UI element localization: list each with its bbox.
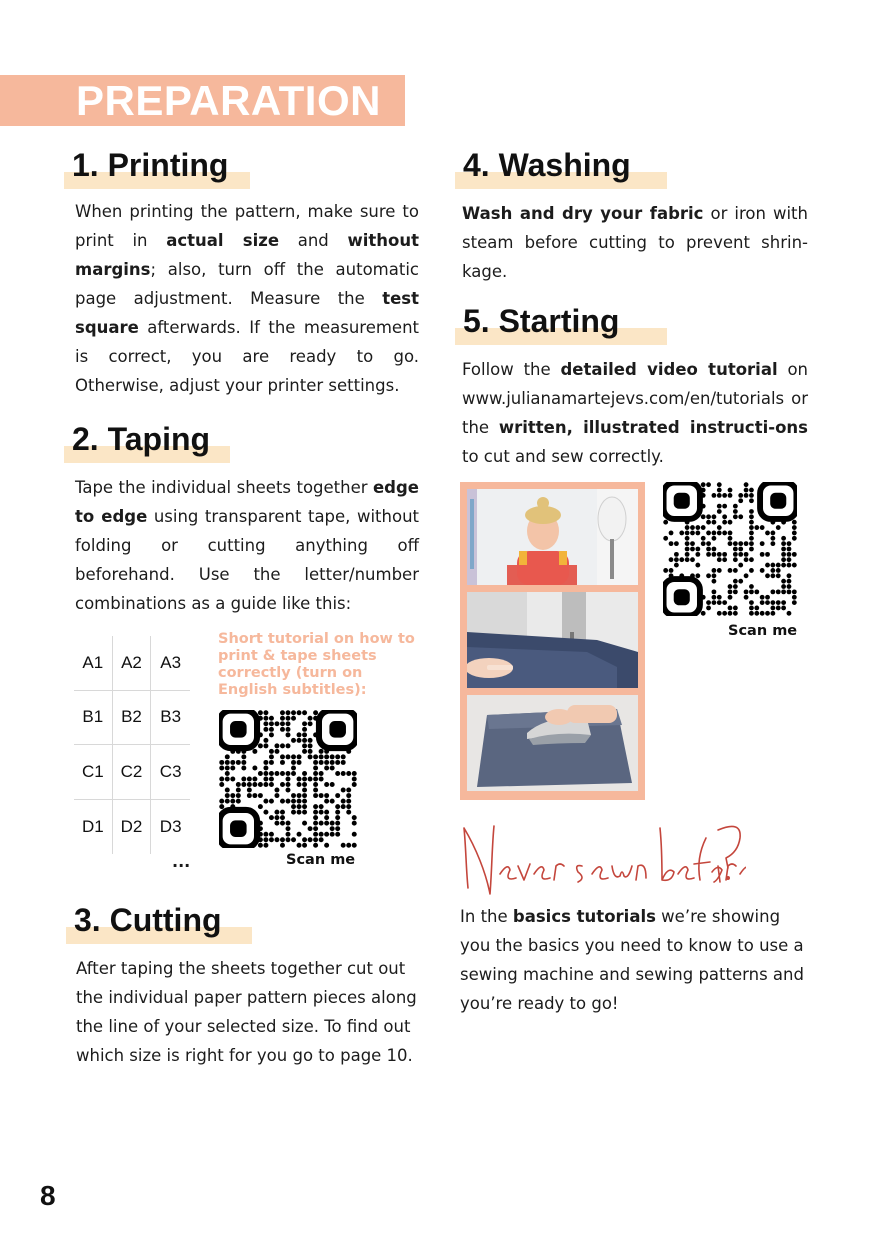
- printing-bold-actual-size: actual size: [166, 231, 280, 250]
- grid-ellipsis: ...: [172, 852, 191, 871]
- grid-cell: C3: [151, 745, 190, 800]
- grid-cell: A1: [74, 636, 113, 691]
- preparation-banner: [0, 75, 405, 126]
- grid-cell: D2: [113, 800, 152, 855]
- tutorial-photos: [460, 482, 645, 800]
- qr-caption-starting: Scan me: [728, 623, 798, 639]
- grid-cell: B1: [74, 691, 113, 746]
- printing-text-3: ; also, turn off the automatic page adjustment. Measure the: [75, 260, 419, 308]
- grid-cell: D1: [74, 800, 113, 855]
- grid-cell: A2: [113, 636, 152, 691]
- washing-paragraph: [462, 199, 808, 286]
- heading-taping-text: 2. Taping: [72, 421, 211, 457]
- printing-text-1: When printing the pattern, make sure to print in: [75, 202, 419, 250]
- photo-ironing: [467, 695, 638, 791]
- printing-paragraph: [75, 197, 419, 400]
- basics-text-2: we’re showing you the basics you need to know to use a sewing machine and sewing patterns and you’re ready to go!: [460, 907, 804, 1013]
- banner-title: PREPARATION: [76, 77, 381, 124]
- qr-code-taping[interactable]: [219, 710, 357, 848]
- grid-cell: A3: [151, 636, 190, 691]
- printing-bold-test-square: test square: [75, 289, 419, 337]
- printing-text-4: afterwards. If the measurement is correct, you are ready to go. Otherwise, adjust your printer settings.: [75, 318, 419, 395]
- heading-cutting: [66, 902, 252, 946]
- grid-cell: C1: [74, 745, 113, 800]
- printing-text-2: and: [279, 231, 348, 250]
- never-sewn-before-lettering: [456, 818, 746, 896]
- heading-washing-text: 4. Washing: [463, 147, 631, 183]
- basics-paragraph: [460, 902, 810, 1018]
- heading-starting-text: 5. Starting: [463, 303, 620, 339]
- photo-presenter: [467, 489, 638, 585]
- printing-bold-without-margins: without margins: [75, 231, 419, 279]
- qr-caption-taping: Scan me: [286, 852, 356, 868]
- grid-cell: D3: [159, 816, 182, 836]
- starting-text-3: to cut and sew correctly.: [462, 447, 664, 466]
- qr-code-starting[interactable]: [663, 482, 797, 616]
- grid-cell: B3: [151, 691, 190, 746]
- heading-cutting-text: 3. Cutting: [74, 902, 222, 938]
- starting-bold-video-tutorial: detailed video tutorial: [560, 360, 778, 379]
- grid-cell: C2: [113, 745, 152, 800]
- starting-bold-instructions: written, illustrated instructi-ons: [498, 418, 808, 437]
- cutting-paragraph: After taping the sheets together cut out the individual paper pattern pieces along the line of your selected size. To find out which size is right for you go to page 10.: [76, 959, 417, 1065]
- taping-bold-edge-to-edge: edge to edge: [75, 478, 419, 526]
- heading-washing: [455, 147, 667, 191]
- heading-printing-text: 1. Printing: [72, 147, 229, 183]
- starting-text-1: Follow the: [462, 360, 561, 379]
- heading-starting: [455, 303, 667, 347]
- basics-bold-tutorials: basics tutorials: [512, 907, 656, 926]
- taping-paragraph: [75, 473, 419, 618]
- basics-text-1: In the: [460, 907, 513, 926]
- washing-text-1: or iron with steam before cutting to prevent shrin-kage.: [462, 204, 808, 281]
- washing-bold-wash-dry: Wash and dry your fabric: [462, 204, 704, 223]
- heading-printing: [64, 147, 250, 191]
- photo-sewing-machine: [467, 592, 638, 688]
- taping-text-1: Tape the individual sheets together: [75, 478, 373, 497]
- starting-paragraph: [462, 355, 808, 471]
- starting-text-2: on www.julianamartejevs.com/en/tutorials or the: [462, 360, 808, 437]
- heading-taping: [64, 421, 230, 465]
- sheet-grid: [74, 636, 190, 854]
- grid-cell: B2: [113, 691, 152, 746]
- tutorial-note: Short tutorial on how to print & tape sheets correctly (turn on English subtitles):: [218, 631, 415, 698]
- taping-text-2: using transparent tape, without folding or cutting anything off beforehand. Use the letter/number combinations as a guide like this:: [75, 507, 419, 613]
- page-number: 8: [40, 1180, 56, 1211]
